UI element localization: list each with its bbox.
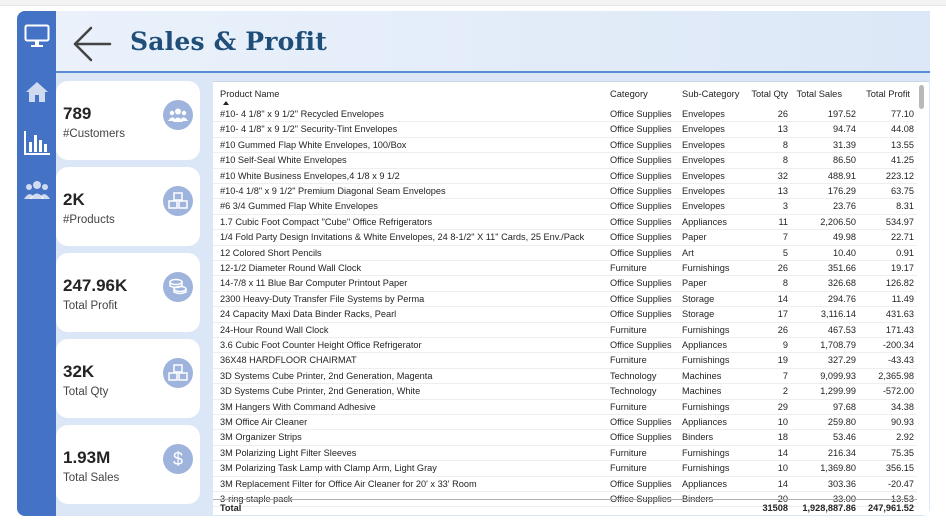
page-title: Sales & Profit — [130, 27, 327, 56]
cell-total-sales: 49.98 — [833, 232, 856, 243]
cell-total-sales: 97.68 — [833, 401, 856, 412]
cell-product-name: #10 White Business Envelopes,4 1/8 x 9 1/2 — [220, 170, 400, 181]
table-body — [213, 107, 917, 504]
table-row[interactable] — [213, 169, 917, 184]
sort-ascending-icon[interactable] — [223, 101, 229, 105]
home-icon[interactable] — [22, 77, 52, 107]
kpi-label: #Customers — [63, 128, 125, 140]
cell-category: Furniture — [610, 355, 647, 366]
cell-product-name: 36X48 HARDFLOOR CHAIRMAT — [220, 355, 357, 366]
cell-sub-category: Furnishings — [682, 401, 730, 412]
top-strip — [0, 0, 946, 6]
kpi-card-total-profit — [56, 253, 200, 332]
cell-total-sales: 176.29 — [827, 186, 856, 196]
table-row[interactable] — [213, 369, 917, 384]
cell-total-sales: 1,369.80 — [820, 463, 856, 474]
total-label: Total — [220, 503, 242, 513]
cell-product-name: 12-1/2 Diameter Round Wall Clock — [220, 263, 362, 273]
cell-total-profit: 356.15 — [885, 463, 914, 474]
cell-total-qty: 26 — [777, 324, 788, 335]
table-row[interactable] — [213, 138, 917, 153]
cell-product-name: 3-ring staple pack — [220, 494, 293, 504]
cell-total-sales: 467.53 — [827, 324, 856, 335]
cell-category: Office Supplies — [610, 247, 672, 258]
cell-sub-category: Furnishings — [682, 263, 730, 273]
cell-category: Technology — [610, 386, 657, 397]
cell-category: Office Supplies — [610, 186, 672, 196]
table-row[interactable] — [213, 323, 917, 338]
cell-total-profit: -200.34 — [882, 340, 914, 350]
cell-total-profit: -43.43 — [887, 355, 914, 366]
cell-total-sales: 10.40 — [833, 247, 856, 258]
cell-total-qty: 14 — [777, 447, 788, 458]
kpi-value: 247.96K — [63, 276, 128, 295]
cell-sub-category: Envelopes — [682, 124, 725, 135]
table-row[interactable] — [213, 199, 917, 214]
column-header-category[interactable]: Category — [610, 89, 648, 99]
cell-total-sales: 86.50 — [833, 155, 856, 166]
back-arrow-icon[interactable] — [72, 26, 112, 62]
cell-product-name: 2300 Heavy-Duty Transfer File Systems by Perma — [220, 293, 425, 304]
cell-sub-category: Machines — [682, 370, 722, 381]
cell-product-name: 3M Office Air Cleaner — [220, 417, 308, 427]
cell-total-profit: 8.31 — [896, 201, 914, 212]
cell-category: Office Supplies — [610, 201, 672, 212]
cell-total-qty: 8 — [782, 155, 788, 166]
table-row[interactable] — [213, 446, 917, 461]
total-sales: 1,928,887.86 — [802, 503, 856, 513]
cell-total-profit: 22.71 — [891, 232, 914, 243]
cell-category: Office Supplies — [610, 278, 672, 289]
kpi-card-total-qty — [56, 339, 200, 418]
cell-product-name: 14-7/8 x 11 Blue Bar Computer Printout Paper — [220, 278, 408, 289]
table-row[interactable] — [213, 415, 917, 430]
cell-product-name: 3M Hangers With Command Adhesive — [220, 401, 376, 412]
table-row[interactable] — [213, 122, 917, 137]
coins-icon — [163, 272, 193, 302]
cell-total-qty: 7 — [782, 370, 788, 381]
cell-category: Furniture — [610, 401, 647, 412]
column-header-product-name[interactable]: Product Name — [220, 89, 280, 99]
svg-text:$: $ — [172, 449, 184, 469]
cell-total-sales: 197.52 — [827, 109, 856, 119]
cell-total-sales: 488.91 — [827, 170, 856, 181]
cell-sub-category: Furnishings — [682, 355, 730, 366]
cell-total-profit: 90.93 — [891, 417, 914, 427]
cell-sub-category: Appliances — [682, 478, 727, 489]
cell-total-profit: 534.97 — [885, 216, 914, 227]
cell-product-name: 1/4 Fold Party Design Invitations & White Envelopes, 24 8-1/2" X 11" Cards, 25 Env./Pack — [220, 232, 585, 243]
cell-sub-category: Binders — [682, 494, 714, 504]
cell-total-profit: 2,365.98 — [878, 370, 914, 381]
cell-total-sales: 1,708.79 — [820, 340, 856, 350]
table-row[interactable] — [213, 307, 917, 322]
column-header-total-profit[interactable]: Total Profit — [866, 89, 910, 99]
kpi-card-total-sales — [56, 425, 200, 504]
cell-total-profit: 13.53 — [891, 494, 914, 504]
cell-total-profit: 126.82 — [885, 278, 914, 289]
page-header — [56, 11, 930, 73]
cell-total-profit: 431.63 — [885, 309, 914, 320]
table-row[interactable] — [213, 477, 917, 492]
cell-total-profit: -572.00 — [882, 386, 914, 397]
cell-category: Furniture — [610, 447, 647, 458]
cell-total-profit: 11.49 — [891, 293, 914, 304]
cell-product-name: 24 Capacity Maxi Data Binder Racks, Pearl — [220, 309, 397, 320]
cell-total-sales: 216.34 — [827, 447, 856, 458]
cell-total-sales: 1,299.99 — [820, 386, 856, 397]
table-scrollbar[interactable] — [918, 85, 925, 495]
cell-sub-category: Furnishings — [682, 447, 730, 458]
cell-total-profit: 77.10 — [891, 109, 914, 119]
table-row[interactable] — [213, 461, 917, 476]
table-row[interactable] — [213, 153, 917, 168]
cell-product-name: #6 3/4 Gummed Flap White Envelopes — [220, 201, 378, 212]
cell-sub-category: Envelopes — [682, 155, 725, 166]
table-row[interactable] — [213, 184, 917, 199]
table-row[interactable] — [213, 292, 917, 307]
column-header-total-sales[interactable]: Total Sales — [796, 89, 842, 99]
cell-category: Technology — [610, 370, 657, 381]
cell-category: Furniture — [610, 263, 647, 273]
column-header-sub-category[interactable]: Sub-Category — [682, 89, 740, 99]
cell-total-qty: 20 — [777, 494, 788, 504]
cell-sub-category: Paper — [682, 278, 707, 289]
cell-product-name: #10-4 1/8" x 9 1/2" Premium Diagonal Seam Envelopes — [220, 186, 446, 196]
cell-total-qty: 10 — [777, 463, 788, 474]
cell-product-name: 3M Replacement Filter for Office Air Cleaner for 20' x 33' Room — [220, 478, 477, 489]
cell-category: Office Supplies — [610, 232, 672, 243]
table-row[interactable] — [213, 338, 917, 353]
cell-total-qty: 8 — [782, 278, 788, 289]
kpi-value: 789 — [63, 104, 92, 123]
cell-category: Office Supplies — [610, 109, 672, 119]
cell-product-name: 24-Hour Round Wall Clock — [220, 324, 329, 335]
cell-total-sales: 23.76 — [833, 201, 856, 212]
table-row[interactable] — [213, 384, 917, 399]
cell-total-sales: 31.39 — [833, 139, 856, 150]
cell-sub-category: Binders — [682, 432, 714, 443]
cell-total-sales: 326.68 — [827, 278, 856, 289]
table-row[interactable] — [213, 430, 917, 445]
kpi-card-products — [56, 167, 200, 246]
cell-total-profit: 171.43 — [885, 324, 914, 335]
cell-sub-category: Furnishings — [682, 463, 730, 474]
scrollbar-thumb[interactable] — [919, 85, 924, 109]
cell-category: Office Supplies — [610, 432, 672, 443]
table-row[interactable] — [213, 215, 917, 230]
dollar-icon — [163, 444, 193, 474]
kpi-label: #Products — [63, 214, 115, 226]
cell-total-qty: 2 — [782, 386, 788, 397]
cell-category: Office Supplies — [610, 155, 672, 166]
cell-sub-category: Envelopes — [682, 186, 725, 196]
kpi-value: 2K — [63, 190, 85, 209]
cell-total-profit: 13.55 — [891, 139, 914, 150]
cell-total-profit: -20.47 — [887, 478, 914, 489]
cell-product-name: #10- 4 1/8" x 9 1/2" Security-Tint Envelopes — [220, 124, 398, 135]
cell-total-qty: 14 — [777, 478, 788, 489]
sales-table — [213, 81, 929, 515]
cell-total-sales: 351.66 — [827, 263, 856, 273]
cell-total-qty: 10 — [777, 417, 788, 427]
table-row[interactable] — [213, 276, 917, 291]
cell-sub-category: Envelopes — [682, 170, 725, 181]
cell-total-sales: 259.80 — [827, 417, 856, 427]
table-row[interactable] — [213, 107, 917, 122]
total-qty: 31508 — [762, 503, 788, 513]
cell-total-qty: 3 — [782, 201, 788, 212]
boxes-icon — [163, 358, 193, 388]
table-row[interactable] — [213, 230, 917, 245]
boxes-icon — [163, 186, 193, 216]
cell-sub-category: Envelopes — [682, 109, 725, 119]
cell-sub-category: Storage — [682, 293, 715, 304]
table-row[interactable] — [213, 353, 917, 368]
cell-total-qty: 9 — [782, 340, 788, 350]
cell-product-name: 12 Colored Short Pencils — [220, 247, 322, 258]
cell-category: Office Supplies — [610, 139, 672, 150]
kpi-value: 1.93M — [63, 448, 111, 467]
column-header-total-qty[interactable]: Total Qty — [751, 89, 788, 99]
cell-total-qty: 18 — [777, 432, 788, 443]
cell-product-name: 3D Systems Cube Printer, 2nd Generation, White — [220, 386, 421, 397]
cell-total-qty: 5 — [782, 247, 788, 258]
cell-total-sales: 327.29 — [827, 355, 856, 366]
bar-chart-icon[interactable] — [22, 128, 52, 158]
kpi-label: Total Qty — [63, 386, 109, 398]
cell-category: Office Supplies — [610, 216, 672, 227]
cell-product-name: 3D Systems Cube Printer, 2nd Generation, Magenta — [220, 370, 433, 381]
cell-total-qty: 19 — [777, 355, 788, 366]
cell-total-qty: 13 — [777, 186, 788, 196]
cell-total-sales: 3,116.14 — [820, 309, 856, 320]
table-row[interactable] — [213, 261, 917, 276]
cell-total-qty: 11 — [778, 216, 788, 227]
cell-product-name: 3M Organizer Strips — [220, 432, 302, 443]
cell-sub-category: Envelopes — [682, 139, 725, 150]
cell-total-qty: 29 — [777, 401, 788, 412]
cell-total-sales: 94.74 — [833, 124, 856, 135]
cell-total-sales: 294.76 — [827, 293, 856, 304]
cell-product-name: 3M Polarizing Light Filter Sleeves — [220, 447, 357, 458]
cell-total-profit: 19.17 — [891, 263, 914, 273]
cell-total-profit: 75.35 — [891, 447, 914, 458]
cell-total-profit: 0.91 — [896, 247, 914, 258]
cell-total-sales: 53.46 — [833, 432, 856, 443]
cell-product-name: 1.7 Cubic Foot Compact "Cube" Office Refrigerators — [220, 216, 433, 227]
cell-sub-category: Appliances — [682, 216, 727, 227]
customers-icon — [163, 100, 193, 130]
cell-total-qty: 17 — [777, 309, 788, 320]
cell-sub-category: Machines — [682, 386, 722, 397]
cell-total-profit: 223.12 — [885, 170, 914, 181]
cell-category: Office Supplies — [610, 340, 672, 350]
cell-product-name: 3.6 Cubic Foot Counter Height Office Refrigerator — [220, 340, 422, 350]
cell-sub-category: Appliances — [682, 340, 727, 350]
table-total-row — [213, 499, 917, 516]
cell-category: Furniture — [610, 463, 647, 474]
users-icon[interactable] — [22, 175, 52, 205]
kpi-card-customers — [56, 81, 200, 160]
cell-total-profit: 34.38 — [891, 401, 914, 412]
cell-total-sales: 2,206.50 — [820, 216, 856, 227]
table-row[interactable] — [213, 400, 917, 415]
sidebar — [17, 11, 56, 516]
cell-total-profit: 41.25 — [891, 155, 914, 166]
cell-category: Office Supplies — [610, 478, 672, 489]
cell-product-name: #10- 4 1/8" x 9 1/2" Recycled Envelopes — [220, 109, 384, 119]
cell-sub-category: Paper — [682, 232, 707, 243]
cell-total-qty: 7 — [782, 232, 788, 243]
cell-sub-category: Envelopes — [682, 201, 725, 212]
cell-total-sales: 303.36 — [827, 478, 856, 489]
kpi-label: Total Sales — [63, 472, 120, 484]
cell-total-profit: 63.75 — [891, 186, 914, 196]
cell-sub-category: Art — [682, 247, 694, 258]
cell-total-qty: 8 — [782, 139, 788, 150]
cell-category: Office Supplies — [610, 309, 672, 320]
cell-total-qty: 26 — [777, 109, 788, 119]
cell-sub-category: Furnishings — [682, 324, 730, 335]
cell-category: Office Supplies — [610, 170, 672, 181]
cell-total-qty: 32 — [777, 170, 788, 181]
cell-category: Office Supplies — [610, 293, 672, 304]
cell-total-profit: 2.92 — [896, 432, 914, 443]
kpi-label: Total Profit — [63, 300, 118, 312]
cell-total-profit: 44.08 — [891, 124, 914, 135]
table-row[interactable] — [213, 246, 917, 261]
cell-category: Office Supplies — [610, 494, 672, 504]
cell-product-name: 3M Polarizing Task Lamp with Clamp Arm, Light Gray — [220, 463, 437, 474]
monitor-icon[interactable] — [22, 21, 52, 51]
cell-category: Office Supplies — [610, 124, 672, 135]
cell-total-qty: 26 — [777, 263, 788, 273]
cell-category: Office Supplies — [610, 417, 672, 427]
cell-sub-category: Storage — [682, 309, 715, 320]
total-profit: 247,961.52 — [868, 503, 914, 513]
cell-total-qty: 13 — [777, 124, 788, 135]
cell-category: Furniture — [610, 324, 647, 335]
cell-product-name: #10 Gummed Flap White Envelopes, 100/Box — [220, 139, 407, 150]
cell-total-sales: 33.00 — [833, 494, 856, 504]
cell-total-qty: 14 — [777, 293, 788, 304]
cell-total-sales: 9,099.93 — [820, 370, 856, 381]
kpi-value: 32K — [63, 362, 95, 381]
report-canvas — [17, 11, 930, 516]
cell-product-name: #10 Self-Seal White Envelopes — [220, 155, 347, 166]
cell-sub-category: Appliances — [682, 417, 727, 427]
